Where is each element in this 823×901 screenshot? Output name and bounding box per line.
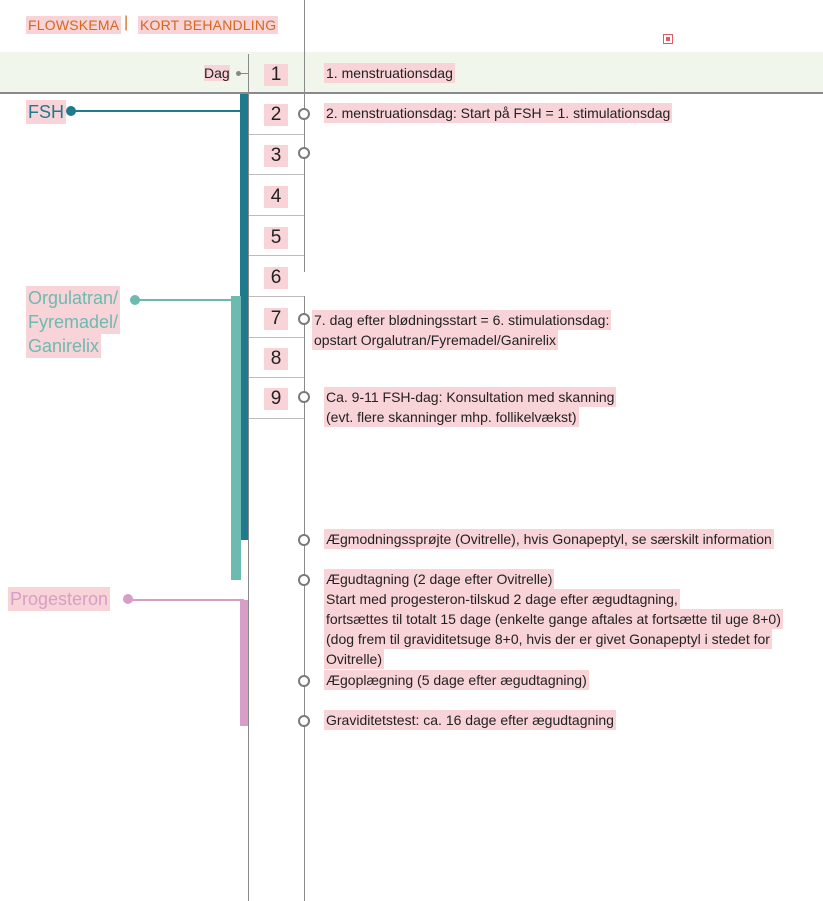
- day-label-tick: [240, 73, 248, 74]
- event-text: Ægudtagning (2 dage efter Ovitrelle): [326, 571, 553, 587]
- orgulatran-leader-line: [136, 299, 236, 301]
- day-number: 8: [264, 348, 288, 370]
- medication-label-line: Fyremadel/: [28, 312, 119, 332]
- header-divider: [0, 92, 823, 94]
- page-title-left: FLOWSKEMA: [28, 17, 120, 33]
- day-number: 5: [264, 227, 288, 249]
- fsh-leader-line: [72, 110, 240, 112]
- page-title-right: KORT BEHANDLING: [140, 17, 277, 33]
- orgulatran-bar: [231, 296, 241, 580]
- day-separator: [249, 418, 304, 419]
- timeline-event: [324, 529, 774, 549]
- day-column-label: Dag: [204, 65, 230, 81]
- event-dot: [298, 313, 310, 325]
- medication-label-fsh: [26, 100, 66, 124]
- day-column-left-line: [248, 54, 249, 901]
- medication-label-orgulatran: [26, 286, 120, 358]
- event-dot: [298, 715, 310, 727]
- event-dot: [298, 391, 310, 403]
- timeline-event: [324, 670, 589, 690]
- timeline-event: [312, 310, 611, 350]
- day-separator: [249, 215, 304, 216]
- medication-label-line: Ganirelix: [28, 336, 100, 356]
- day-separator: [249, 174, 304, 175]
- medication-label-line: Progesteron: [10, 589, 109, 609]
- event-text: 7. dag efter blødningsstart = 6. stimulationsdag:: [314, 312, 610, 328]
- event-text: Ovitrelle): [326, 651, 383, 667]
- day-number: 2: [264, 104, 288, 126]
- medication-label-line: FSH: [28, 102, 64, 122]
- event-dot: [298, 108, 310, 120]
- timeline-event: [324, 710, 616, 730]
- event-dot: [298, 574, 310, 586]
- day-number: 7: [264, 308, 288, 330]
- fsh-bar: [240, 94, 248, 540]
- day-number: 1: [264, 64, 288, 86]
- event-dot: [298, 675, 310, 687]
- event-text: opstart Orgalutran/Fyremadel/Ganirelix: [314, 332, 556, 348]
- progesteron-leader-line: [129, 599, 244, 601]
- day-number: 3: [264, 145, 288, 167]
- timeline-event: [324, 63, 455, 83]
- event-text: (evt. flere skanninger mhp. follikelvækst): [326, 409, 577, 425]
- day-number: 4: [264, 186, 288, 208]
- event-text: (dog frem til graviditetsuge 8+0, hvis der er givet Gonapeptyl i stedet for: [326, 631, 770, 647]
- medication-label-progesteron: [8, 587, 110, 611]
- event-text: Start med progesteron-tilskud 2 dage efter ægudtagning,: [326, 591, 678, 607]
- timeline-line-bottom: [304, 296, 305, 901]
- day-number: 9: [264, 388, 288, 410]
- event-text: Ægmodningssprøjte (Ovitrelle), hvis Gonapeptyl, se særskilt information: [326, 531, 772, 547]
- event-text: 1. menstruationsdag: [326, 65, 453, 81]
- timeline-event: [324, 569, 783, 669]
- event-text: 2. menstruationsdag: Start på FSH = 1. stimulationsdag: [326, 105, 671, 121]
- day-separator: [249, 134, 304, 135]
- event-text: fortsættes til totalt 15 dage (enkelte gange aftales at fortsætte til uge 8+0): [326, 611, 781, 627]
- day-separator: [249, 377, 304, 378]
- title-separator: |: [124, 14, 129, 31]
- timeline-event: [324, 103, 672, 123]
- event-text: Graviditetstest: ca. 16 dage efter ægudtagning: [326, 712, 614, 728]
- day-separator: [249, 296, 304, 297]
- timeline-line-top: [304, 0, 305, 272]
- event-text: Ca. 9-11 FSH-dag: Konsultation med skanning: [326, 389, 615, 405]
- medication-label-line: Orgulatran/: [28, 288, 119, 308]
- event-dot: [298, 147, 310, 159]
- day-separator: [249, 337, 304, 338]
- day-separator: [249, 255, 304, 256]
- event-dot: [298, 534, 310, 546]
- day-number: 6: [264, 267, 288, 289]
- anchor-marker-icon: [663, 34, 673, 44]
- timeline-event: [324, 387, 616, 427]
- progesteron-bar: [240, 600, 248, 726]
- event-text: Ægoplægning (5 dage efter ægudtagning): [326, 672, 587, 688]
